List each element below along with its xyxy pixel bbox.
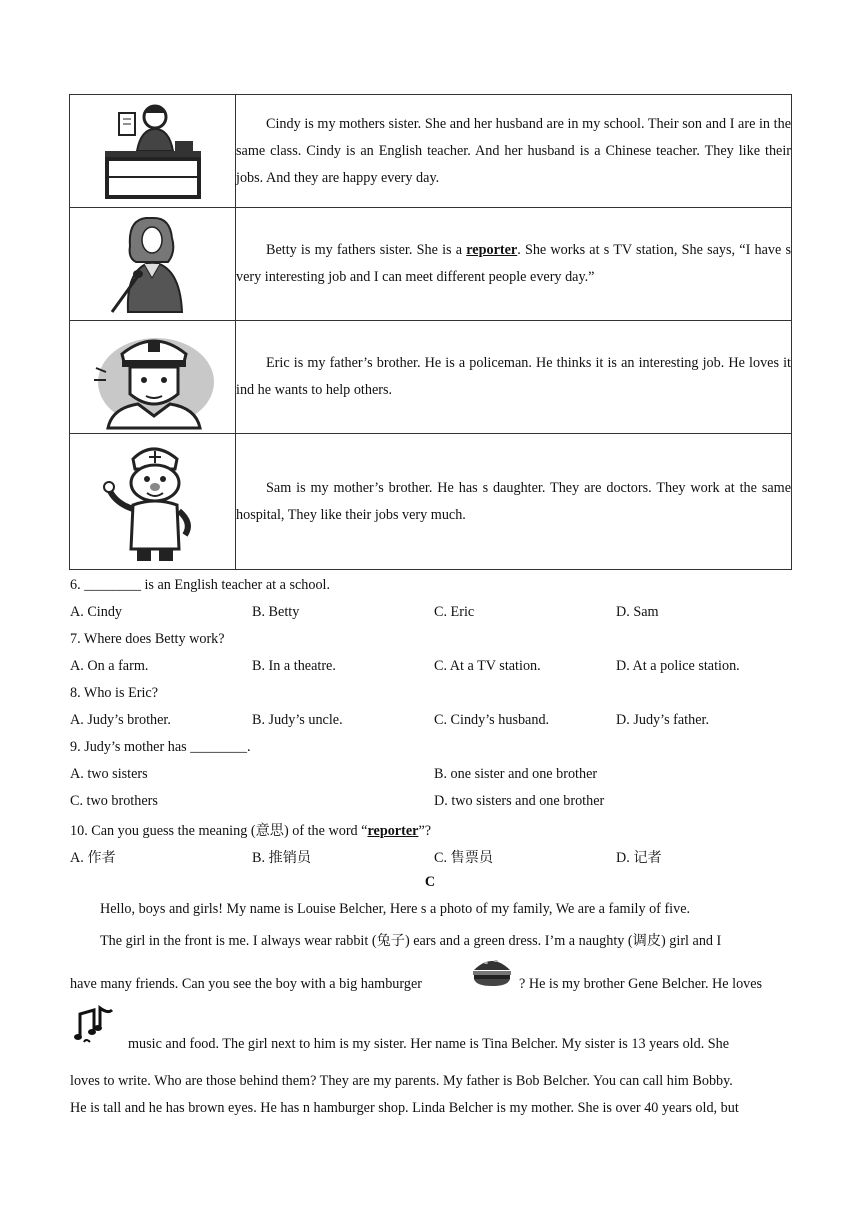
question-10-stem-pre: 10. Can you guess the meaning (意思) of the word “ [70, 823, 368, 839]
question-8-stem: 8. Who is Eric? [70, 685, 158, 701]
section-c-paragraph-2-line-1: The girl in the front is me. I always wear rabbit (兔子) ears and a green dress. I’m a naughty (调皮) girl and I [100, 933, 722, 949]
keyword-reporter: reporter [466, 242, 518, 258]
picture-cell [70, 95, 236, 208]
question-7-option-c[interactable]: C. At a TV station. [434, 658, 541, 674]
question-7-option-a[interactable]: A. On a farm. [70, 658, 149, 674]
passage-betty [236, 208, 792, 321]
passage-cindy [236, 95, 792, 208]
question-6-stem: 6. ________ is an English teacher at a school. [70, 577, 331, 593]
picture-cell [70, 321, 236, 434]
passage-text: Eric is my father’s brother. He is a policeman. He thinks it is an interesting job. He loves it ind he wants to help others. [236, 355, 791, 398]
section-c-line-2-pre: have many friends. Can you see the boy with a big hamburger [70, 976, 422, 992]
section-c-line-3: music and food. The girl next to him is my sister. Her name is Tina Belcher. My sister is 13 years old. She [128, 1036, 730, 1052]
doctor-boy-icon [93, 439, 213, 565]
question-10-option-b[interactable]: B. 推销员 [252, 850, 312, 866]
keyword-reporter: reporter [367, 823, 419, 839]
picture-cell [70, 434, 236, 570]
question-8-option-d[interactable]: D. Judy’s father. [616, 712, 709, 728]
passage-text: Cindy is my mothers sister. She and her husband are in my school. Their son and I are in the same class. Cindy is an English teacher. And her husband is a Chinese teacher. They like their jobs. And they are happy every day. [236, 115, 791, 186]
passage-text: Sam is my mother’s brother. He has s daughter. They are doctors. They work at the same hospital, They like their jobs very much. [236, 479, 791, 523]
question-7-stem: 7. Where does Betty work? [70, 631, 225, 647]
question-9-option-a[interactable]: A. two sisters [70, 766, 148, 782]
question-6-option-b[interactable]: B. Betty [252, 604, 300, 620]
question-7-option-d[interactable]: D. At a police station. [616, 658, 740, 674]
reporter-woman-icon [98, 212, 208, 316]
section-heading: C [424, 874, 436, 890]
question-9-option-c[interactable]: C. two brothers [70, 793, 158, 809]
passage-eric [236, 321, 792, 434]
passage-text-pre: Betty is my fathers sister. She is a [266, 242, 467, 258]
question-6-option-d[interactable]: D. Sam [616, 604, 659, 620]
question-9-option-d[interactable]: D. two sisters and one brother [434, 793, 605, 809]
section-c-line-5: He is tall and he has brown eyes. He has n hamburger shop. Linda Belcher is my mother. She is over 40 years old, but [70, 1100, 739, 1116]
question-9-option-b[interactable]: B. one sister and one brother [434, 766, 598, 782]
picture-cell [70, 208, 236, 321]
question-8-option-a[interactable]: A. Judy’s brother. [70, 712, 171, 728]
hamburger-icon [470, 952, 514, 990]
question-10-option-a[interactable]: A. 作者 [70, 850, 116, 866]
question-7-option-b[interactable]: B. In a theatre. [252, 658, 336, 674]
passage-text [236, 237, 791, 291]
passage-text-post: . She works at s TV station, She says, “I have s very interesting job and I can meet different people every day.” [236, 242, 791, 285]
section-c-line-4: loves to write. Who are those behind them? They are my parents. My father is Bob Belcher. You can call him Bobby. [70, 1073, 733, 1089]
question-8-option-b[interactable]: B. Judy’s uncle. [252, 712, 343, 728]
section-c-paragraph-1: Hello, boys and girls! My name is Louise Belcher, Here s a photo of my family, We are a family of five. [100, 901, 691, 917]
people-table [69, 94, 792, 570]
question-6-option-c[interactable]: C. Eric [434, 604, 475, 620]
question-10-option-c[interactable]: C. 售票员 [434, 850, 494, 866]
teacher-at-desk-icon [93, 99, 213, 203]
policeman-icon [88, 324, 218, 430]
question-10-option-d[interactable]: D. 记者 [616, 850, 662, 866]
music-notes-icon [72, 1004, 116, 1046]
question-10-stem [70, 820, 431, 840]
question-8-option-c[interactable]: C. Cindy’s husband. [434, 712, 550, 728]
question-6-option-a[interactable]: A. Cindy [70, 604, 123, 620]
question-10-stem-post: ”? [418, 823, 432, 839]
passage-sam [236, 434, 792, 570]
section-c-line-2-post: ? He is my brother Gene Belcher. He loves [519, 976, 763, 992]
question-9-stem: 9. Judy’s mother has ________. [70, 739, 251, 755]
